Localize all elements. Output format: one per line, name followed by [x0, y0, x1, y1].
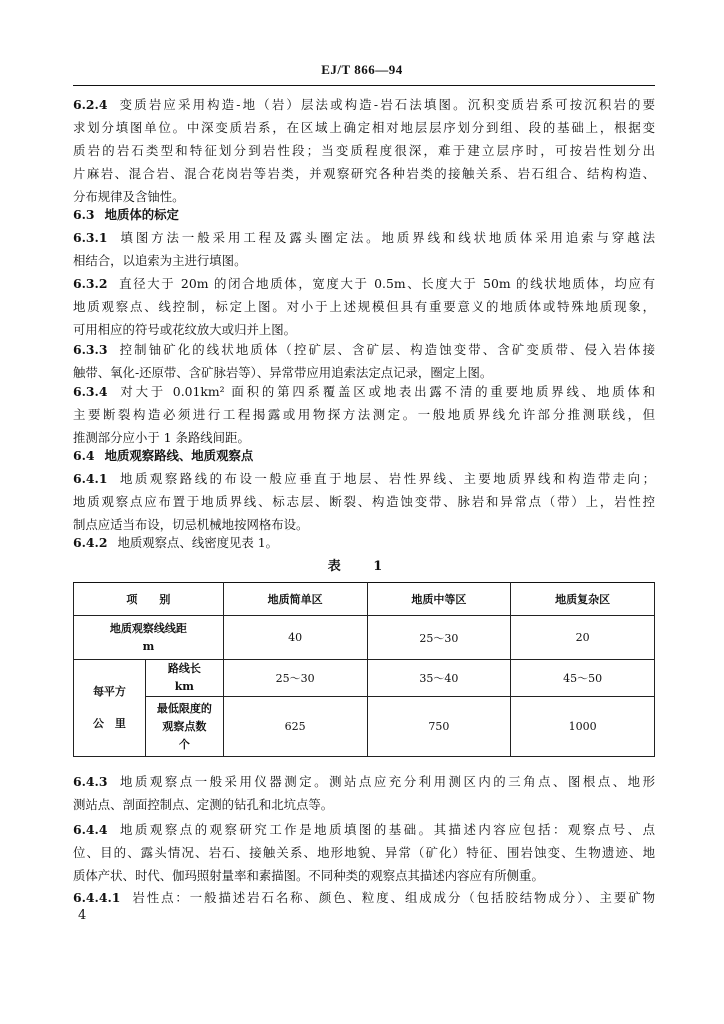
paragraph-6-3-1	[73, 226, 655, 272]
text-line: 制点应适当布设，切忌机械地按网格布设。	[73, 517, 309, 532]
clause-number: 6.4.4	[73, 822, 108, 837]
cell-value: 20	[511, 616, 655, 660]
text-line: 对大于 0.01km² 面积的第四系覆盖区或地表出露不清的重要地质界线、地质体和	[117, 384, 655, 399]
text-line: 触带、氧化-还原带、含矿脉岩等）、异常带应用追索法定点记录，圈定上图。	[73, 365, 493, 380]
row-label-length	[145, 660, 223, 697]
text-line: 地质观察点应布置于地质界线、标志层、断裂、构造蚀变带、脉岩和异常点（带）上，岩性控	[73, 494, 655, 509]
text-line: 相结合，以追索为主进行填图。	[73, 253, 247, 268]
paragraph-6-3-4	[73, 380, 655, 449]
text-line: 位、目的、露头情况、岩石、接触关系、地形地貌、异常（矿化）特征、围岩蚀变、生物遗迹、地	[73, 845, 655, 860]
header-medium: 地质中等区	[367, 583, 511, 616]
clause-number: 6.4.4.1	[73, 890, 121, 905]
heading-title: 地质观察路线、地质观察点	[104, 448, 254, 463]
clause-number: 6.4.3	[73, 774, 108, 789]
row-label-points	[145, 697, 223, 757]
group-label-per-km2	[74, 660, 146, 757]
document-code: EJ/T 866—94	[321, 62, 403, 77]
text-line: 直径大于 20m 的闭合地质体，宽度大于 0.5m、长度大于 50m 的线状地质体，均应有	[117, 276, 655, 291]
clause-number: 6.3.2	[73, 276, 108, 291]
clause-number: 6.3.3	[73, 342, 108, 357]
header-item: 项 别	[74, 583, 224, 616]
text-line: 片麻岩、混合岩、混合花岗岩等岩类，并观察研究各种岩类的接触关系、岩石组合、结构构造、	[73, 166, 655, 181]
section-heading-6-3	[73, 203, 655, 226]
text-line: 推测部分应小于 1 条路线间距。	[73, 430, 250, 445]
clause-number: 6.2.4	[73, 97, 108, 112]
paragraph-6-4-4-1	[73, 886, 655, 909]
clause-number: 6.4	[73, 448, 95, 463]
table-header-row	[74, 583, 655, 616]
clause-number: 6.4.2	[73, 535, 108, 550]
text-line: 地质观察点、线密度见表 1。	[117, 535, 279, 550]
paragraph-6-3-2	[73, 272, 655, 341]
header-complex: 地质复杂区	[511, 583, 655, 616]
clause-number: 6.3	[73, 207, 95, 222]
table-caption: 表 1	[327, 559, 397, 574]
text-line: 分布规律及含铀性。	[73, 189, 185, 204]
row-label-line: 观察点数	[162, 719, 207, 733]
text-line: 变质岩应采用构造-地（岩）层法或构造-岩石法填图。沉积变质岩系可按沉积岩的要	[117, 97, 655, 112]
paragraph-6-4-3	[73, 770, 655, 816]
text-line: 质岩的岩石类型和特征划分到岩性段；当变质程度很深，难于建立层序时，可按岩性划分出	[73, 143, 655, 158]
paragraph-6-2-4	[73, 93, 655, 208]
cell-value: 625	[223, 697, 367, 757]
table-row	[74, 616, 655, 660]
row-label-unit: 个	[178, 737, 190, 751]
clause-number: 6.3.1	[73, 230, 108, 245]
paragraph-6-4-4	[73, 818, 655, 887]
row-label-line: 地质观察线线距	[109, 621, 187, 635]
group-label-line: 公 里	[92, 717, 126, 730]
table-row	[74, 660, 655, 697]
paragraph-6-4-2	[73, 531, 655, 554]
text-line: 填图方法一般采用工程及露头圈定法。地质界线和线状地质体采用追索与穿越法	[117, 230, 655, 245]
cell-value: 35～40	[367, 660, 511, 697]
cell-value: 40	[223, 616, 367, 660]
header-rule	[73, 85, 655, 86]
row-label-line: 路线长	[167, 662, 201, 675]
row-label-line: 最低限度的	[156, 701, 212, 715]
text-line: 求划分填图单位。中深变质岩系，在区域上确定相对地层层序划分到组、段的基础上，根据变	[73, 120, 655, 135]
section-heading-6-4	[73, 444, 655, 467]
clause-number: 6.3.4	[73, 384, 108, 399]
text-line: 可用相应的符号或花纹放大或归并上图。	[73, 322, 297, 337]
density-table	[73, 582, 655, 757]
text-line: 主要断裂构造必须进行工程揭露或用物探方法测定。一般地质界线允许部分推测联线，但	[73, 407, 655, 422]
page-number: 4	[78, 908, 87, 923]
cell-value: 45～50	[511, 660, 655, 697]
text-line: 质体产状、时代、伽玛照射量率和素描图。不同种类的观察点其描述内容应有所侧重。	[73, 868, 544, 883]
row-label-unit: km	[174, 680, 194, 693]
text-line: 岩性点：一般描述岩石名称、颜色、粒度、组成成分（包括胶结物成分）、主要矿物	[130, 890, 655, 905]
text-line: 地质观察点的观察研究工作是地质填图的基础。其描述内容应包括：观察点号、点	[117, 822, 655, 837]
row-label-spacing	[74, 616, 224, 660]
paragraph-6-3-3	[73, 338, 655, 384]
text-line: 测站点、剖面控制点、定测的钻孔和北坑点等。	[73, 797, 334, 812]
text-line: 控制铀矿化的线状地质体（控矿层、含矿层、构造蚀变带、含矿变质带、侵入岩体接	[117, 342, 655, 357]
text-line: 地质观察点、线控制，标定上图。对小于上述规模但具有重要意义的地质体或特殊地质现象，	[73, 299, 655, 314]
cell-value: 750	[367, 697, 511, 757]
row-label-unit: m	[142, 639, 155, 653]
paragraph-6-4-1	[73, 467, 655, 536]
header-simple: 地质简单区	[223, 583, 367, 616]
text-line: 地质观察路线的布设一般应垂直于地层、岩性界线、主要地质界线和构造带走向；	[117, 471, 655, 486]
text-line: 地质观察点一般采用仪器测定。测站点应充分利用测区内的三角点、图根点、地形	[117, 774, 655, 789]
clause-number: 6.4.1	[73, 471, 108, 486]
cell-value: 1000	[511, 697, 655, 757]
table-row	[74, 697, 655, 757]
group-label-line: 每平方	[92, 685, 126, 698]
cell-value: 25～30	[223, 660, 367, 697]
heading-title: 地质体的标定	[104, 207, 179, 222]
cell-value: 25～30	[367, 616, 511, 660]
